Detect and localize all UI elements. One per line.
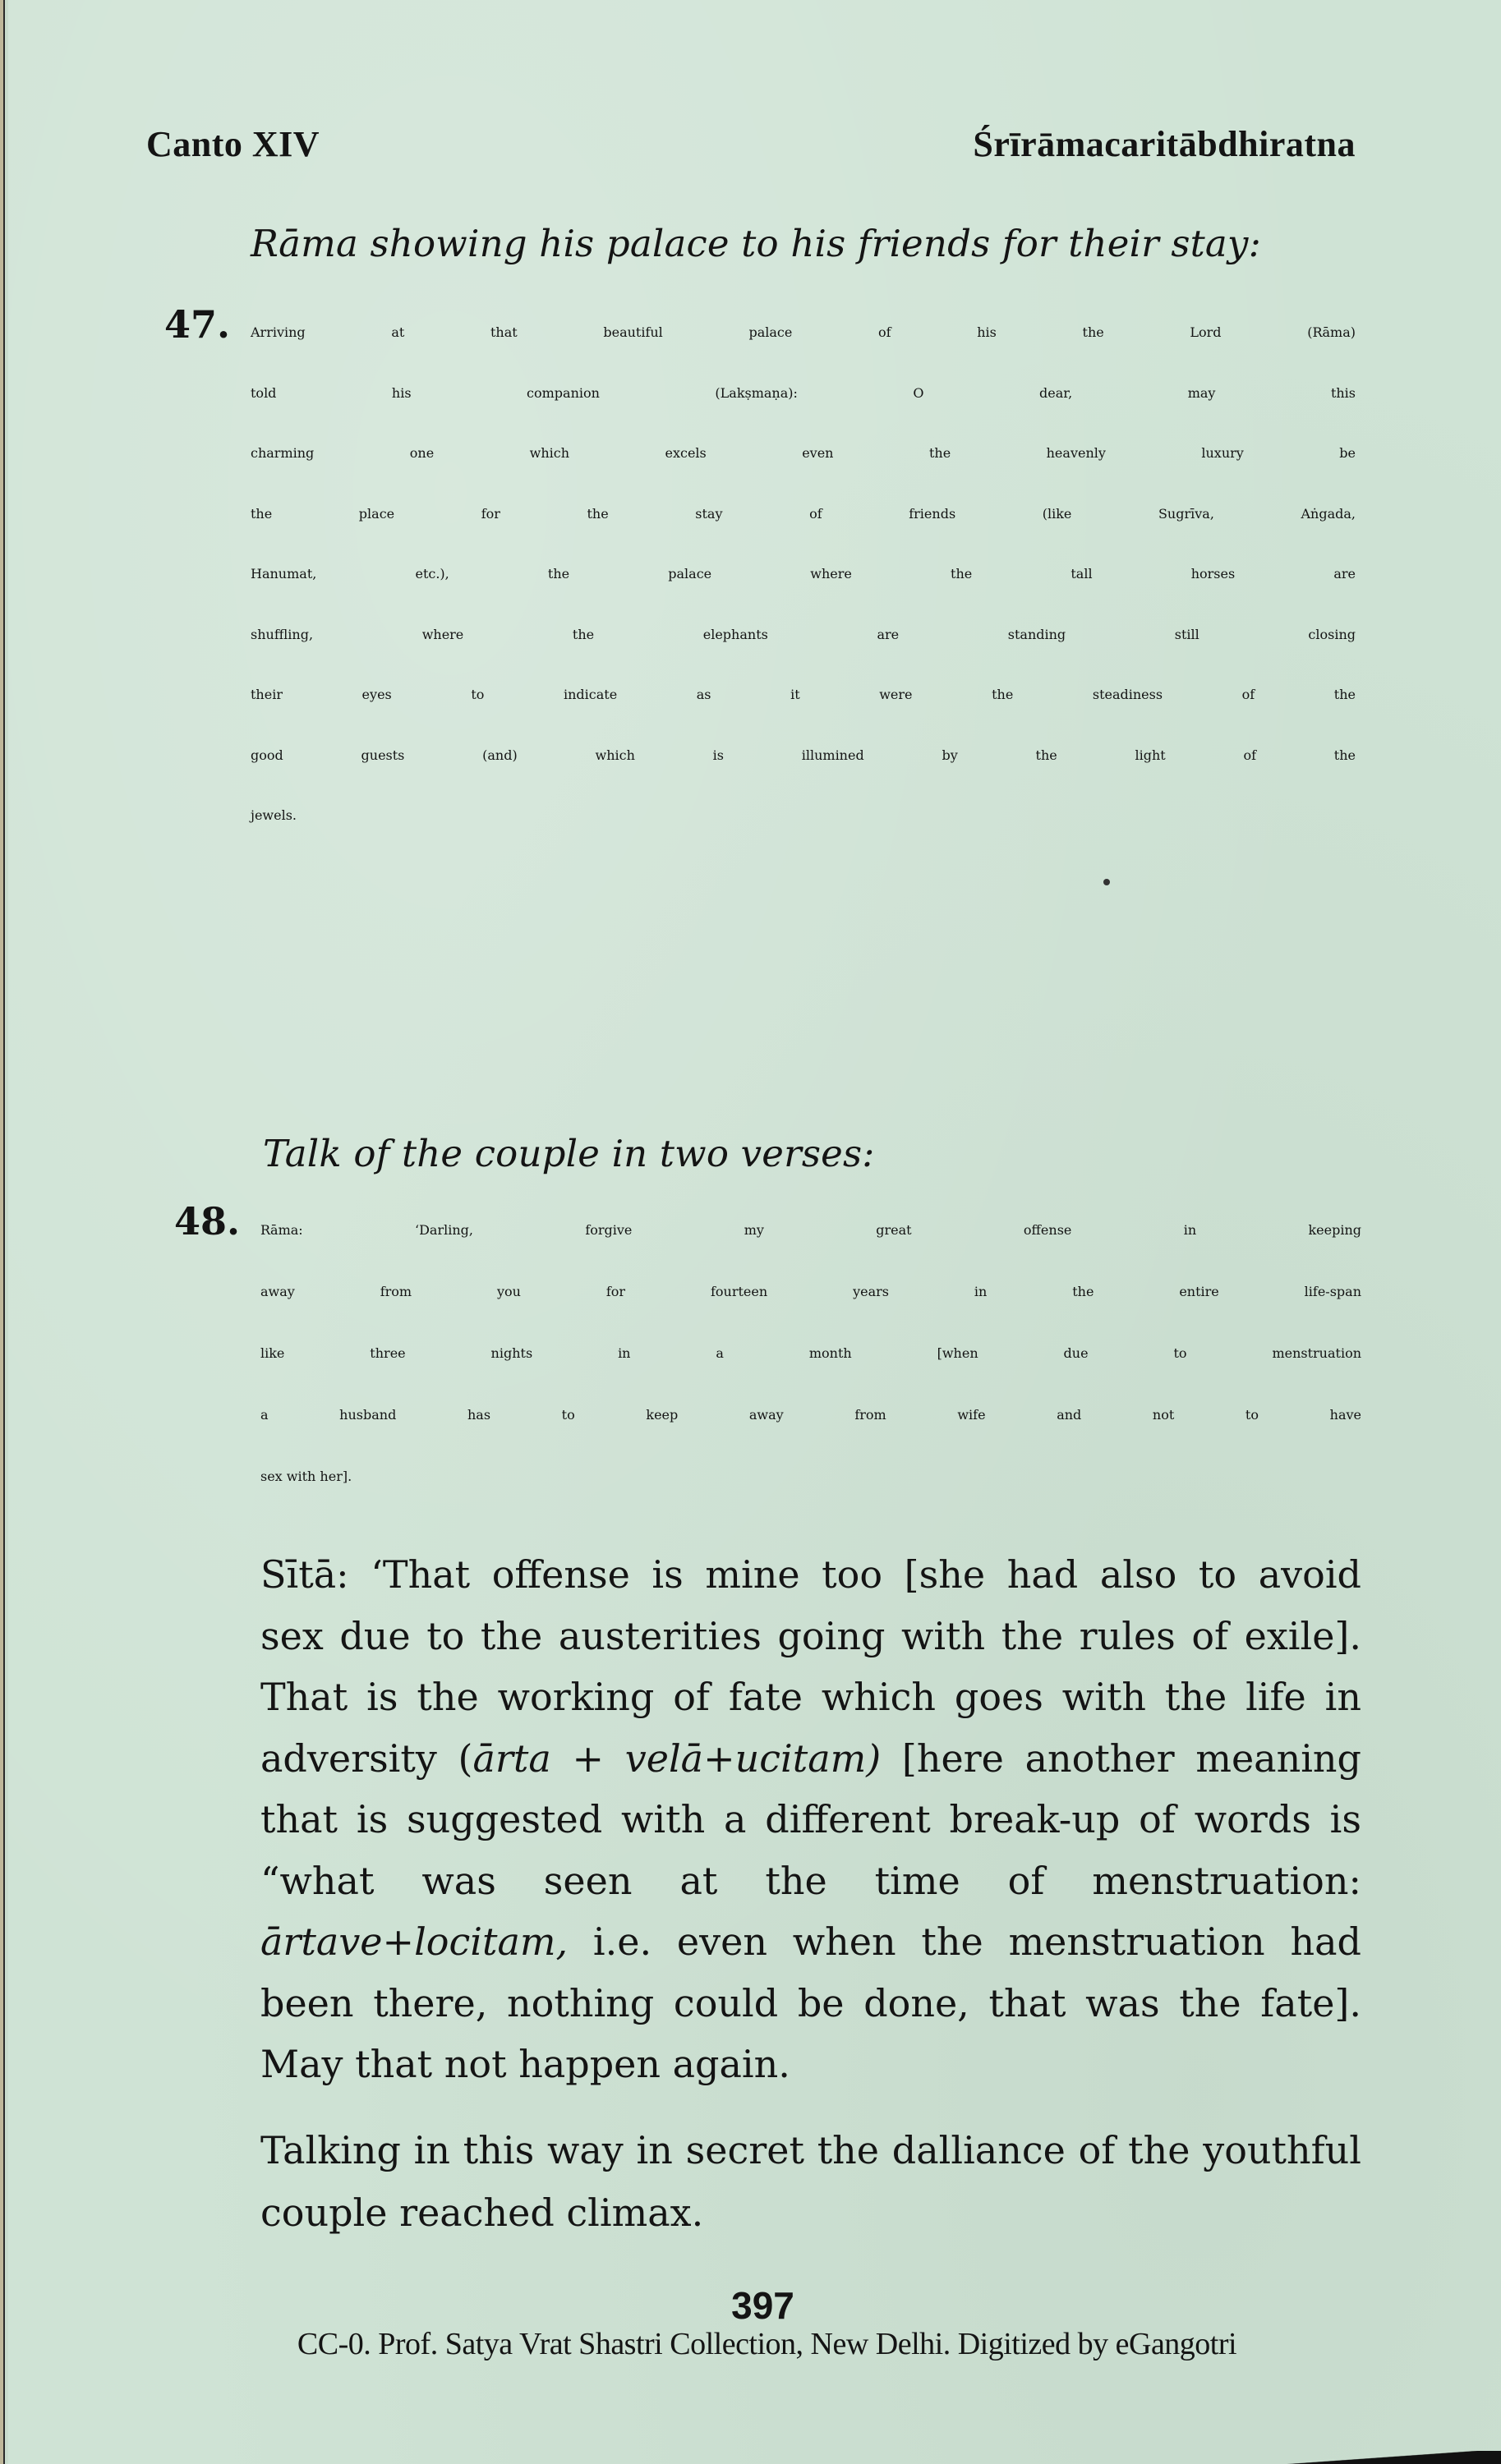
text-line: May that not happen again. [260,2042,790,2086]
section-heading: Talk of the couple in two verses: [263,1132,875,1175]
closing-paragraph [260,2119,1361,2244]
verse-48 [174,1199,1361,1507]
text-line [260,1728,1361,1790]
book-title: Śrīrāmacaritābdhiratna [973,124,1356,164]
verse-number: 48. [174,1199,241,1243]
text-line: Rāma: ‘Darling, forgive my great offense in keeping [260,1222,1361,1238]
text-run: [here another meaning [881,1735,1362,1781]
text-run: adversity ( [260,1735,473,1781]
book-binding-edge [0,0,8,2464]
text-line: a husband has to keep away from wife and not to have [260,1407,1361,1423]
text-line: Hanumat, etc.), the palace where the tall horses are [251,566,1356,582]
verse-number: 47. [164,302,231,347]
running-head [146,123,1356,165]
text-line: sex due to the austerities going with the rules of exile]. [260,1613,1361,1658]
text-line: couple reached climax. [260,2190,704,2235]
canto-label: Canto XIV [146,124,320,164]
text-line: “what was seen at the time of menstruation: [260,1858,1361,1903]
text-line: like three nights in a month [when due to menstruation [260,1345,1361,1361]
sanskrit-split: ārta + velā+ucitam) [472,1735,882,1781]
text-line: Talking in this way in secret the dalliance of the youthful [260,2128,1361,2172]
text-line: shuffling, where the elephants are standing still closing [251,626,1356,642]
text-line: jewels. [251,807,297,823]
print-speck [1103,879,1110,885]
text-line: told his companion (Lakṣmaṇa): O dear, may this [251,384,1356,401]
text-line: sex with her]. [260,1469,352,1484]
page-corner-shadow [1255,2451,1501,2464]
text-line: good guests (and) which is illumined by the light of the [251,747,1356,763]
text-run: i.e. even when the menstruation had [568,1919,1361,1964]
sita-speech [260,1544,1361,2095]
verse-47 [164,302,1356,846]
verse-text [251,302,1356,846]
text-line: the place for the stay of friends (like Sugrīva, Aṅgada, [251,505,1356,522]
text-line: been there, nothing could be done, that was the fate]. [260,1980,1361,2025]
digitization-credit: CC-0. Prof. Satya Vrat Shastri Collection, New Delhi. Digitized by eGangotri [297,2327,1237,2361]
text-line: their eyes to indicate as it were the steadiness of the [251,687,1356,702]
text-line: away from you for fourteen years in the entire life-span [260,1284,1361,1299]
text-line: That is the working of fate which goes with the life in [260,1675,1361,1719]
section-heading: Rāma showing his palace to his friends for their stay: [251,222,1261,265]
text-line [260,1911,1361,1973]
page-number: 397 [731,2284,794,2327]
text-line: Sītā: ‘That offense is mine too [she had also to avoid [260,1552,1361,1597]
rama-speech [260,1199,1361,1507]
text-line: that is suggested with a different break-up of words is [260,1797,1361,1841]
text-line: charming one which excels even the heavenly luxury be [251,445,1356,461]
sanskrit-split: ārtave+locitam, [260,1919,569,1964]
text-line: Arriving at that beautiful palace of his the Lord (Rāma) [251,324,1356,340]
